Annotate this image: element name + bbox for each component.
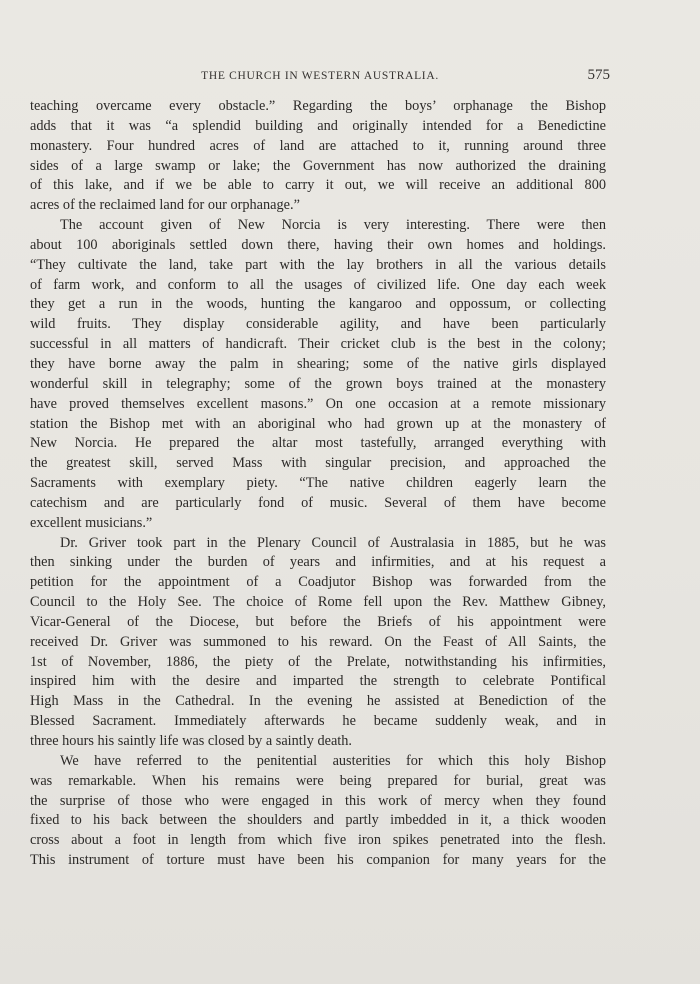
paragraph-griver-death <box>30 534 606 752</box>
text-line: “They cultivate the land, take part with the lay brothers in all the various details <box>30 256 606 273</box>
text-line: the surprise of those who were engaged in this work of mercy when they found <box>30 792 606 809</box>
text-line: they get a run in the woods, hunting the kangaroo and oppossum, or collecting <box>30 296 606 313</box>
text-line: received Dr. Griver was summoned to his reward. On the Feast of All Saints, the <box>30 633 606 650</box>
text-line: acres of the reclaimed land for our orphanage.” <box>30 197 300 214</box>
text-line: Council to the Holy See. The choice of Rome fell upon the Rev. Matthew Gibney, <box>30 594 606 611</box>
text-line: Dr. Griver took part in the Plenary Council of Australasia in 1885, but he was <box>60 534 606 551</box>
text-line: have proved themselves excellent masons.” On one occasion at a remote missionary <box>30 395 606 412</box>
text-line: wonderful skill in telegraphy; some of the grown boys trained at the monastery <box>30 375 606 392</box>
text-line: adds that it was “a splendid building and originally intended for a Benedictine <box>30 117 606 134</box>
text-line: cross about a foot in length from which five iron spikes penetrated into the flesh. <box>30 832 606 849</box>
text-line: 1st of November, 1886, the piety of the Prelate, notwithstanding his infirmities, <box>30 653 606 670</box>
text-line: fixed to his back between the shoulders and partly imbedded in it, a thick wooden <box>30 812 606 829</box>
text-line: Blessed Sacrament. Immediately afterwards he became suddenly weak, and in <box>30 713 606 730</box>
text-line: the greatest skill, served Mass with singular precision, and approached the <box>30 455 606 472</box>
text-line: of this lake, and if we be able to carry it out, we will receive an additional 800 <box>30 177 606 194</box>
text-line: excellent musicians.” <box>30 514 153 531</box>
text-line: High Mass in the Cathedral. In the evening he assisted at Benediction of the <box>30 693 606 710</box>
text-line: three hours his saintly life was closed by a saintly death. <box>30 733 353 749</box>
text-line: teaching overcame every obstacle.” Regarding the boys’ orphanage the Bishop <box>30 98 606 114</box>
paragraph-austerities <box>30 752 606 871</box>
text-line: Vicar-General of the Diocese, but before the Briefs of his appointment were <box>30 613 606 630</box>
text-line: monastery. Four hundred acres of land are attached to it, running around three <box>30 137 606 154</box>
text-line: was remarkable. When his remains were being prepared for burial, great was <box>30 772 606 789</box>
running-title: THE CHURCH IN WESTERN AUSTRALIA. <box>201 70 439 82</box>
text-line: sides of a large swamp or lake; the Government has now authorized the draining <box>30 157 606 174</box>
paragraph-orphanage <box>30 97 606 216</box>
text-line: Sacraments with exemplary piety. “The native children eagerly learn the <box>30 475 606 492</box>
text-line: We have referred to the penitential austerities for which this holy Bishop <box>60 752 606 769</box>
body-text <box>30 97 606 871</box>
text-line: wild fruits. They display considerable agility, and have been particularly <box>30 316 606 333</box>
text-line: This instrument of torture must have been his companion for many years for the <box>30 852 606 869</box>
page-number: 575 <box>587 67 610 83</box>
paragraph-new-norcia <box>30 216 606 534</box>
text-line: they have borne away the palm in shearing; some of the native girls displayed <box>30 355 606 372</box>
text-line: petition for the appointment of a Coadjutor Bishop was forwarded from the <box>30 574 606 591</box>
text-line: station the Bishop met with an aboriginal who had grown up at the monastery of <box>30 415 606 432</box>
running-header <box>30 66 610 86</box>
text-line: about 100 aboriginals settled down there, having their own homes and holdings. <box>30 236 606 253</box>
text-line: The account given of New Norcia is very interesting. There were then <box>60 217 606 234</box>
text-line: then sinking under the burden of years and infirmities, and at his request a <box>30 554 606 571</box>
text-line: inspired him with the desire and imparted the strength to celebrate Pontifical <box>30 673 606 690</box>
text-line: successful in all matters of handicraft. Their cricket club is the best in the colony; <box>30 336 606 353</box>
text-line: of farm work, and conform to all the usages of civilized life. One day each week <box>30 276 606 293</box>
text-line: New Norcia. He prepared the altar most tastefully, arranged everything with <box>30 435 606 452</box>
text-line: catechism and are particularly fond of music. Several of them have become <box>30 494 606 511</box>
